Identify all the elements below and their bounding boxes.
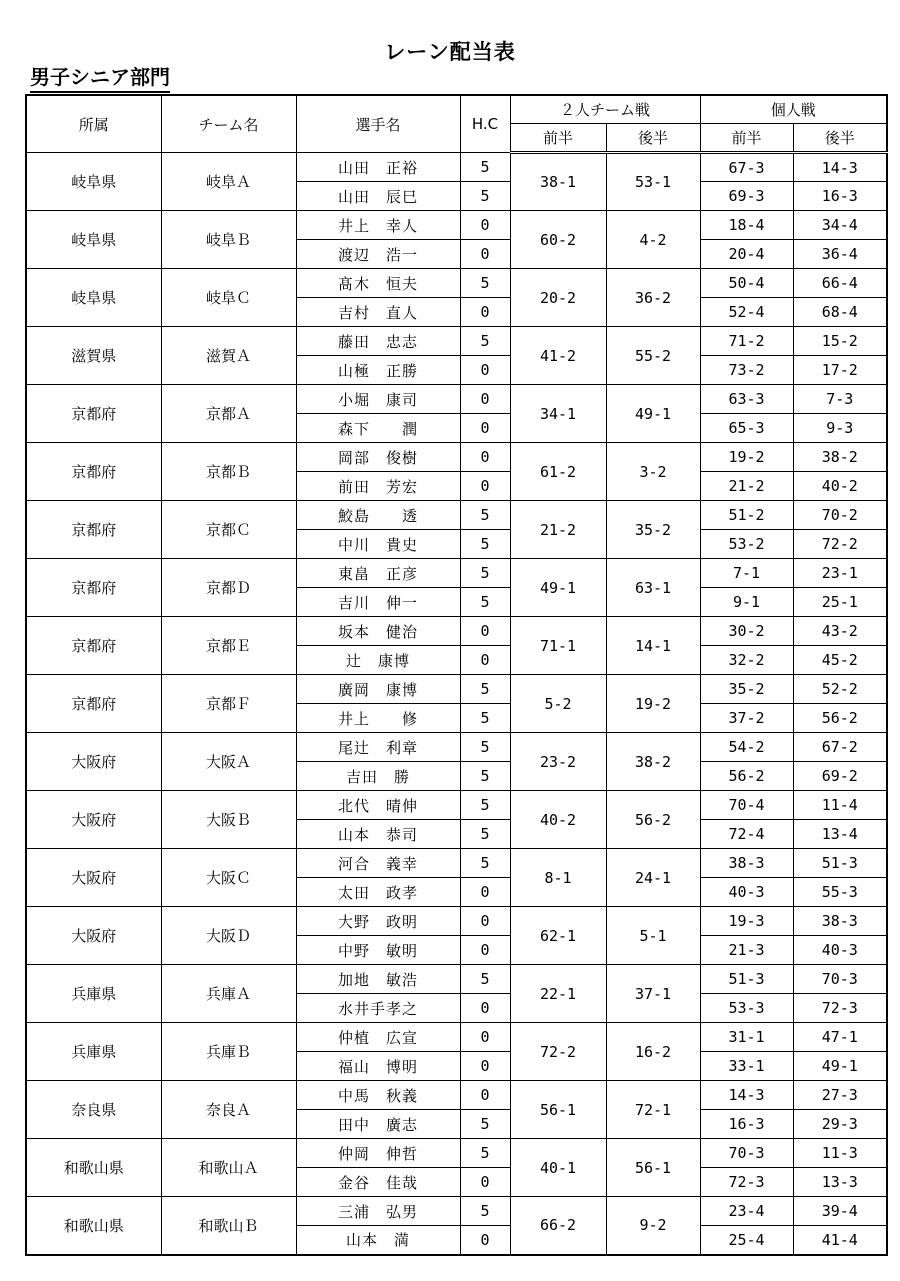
header-team-second-half: 後半 [606, 124, 700, 153]
hc-cell: 0 [460, 1226, 510, 1255]
hc-cell: 5 [460, 1110, 510, 1139]
player-name-cell: 山本 恭司 [296, 820, 460, 849]
player-name-cell: 福山 博明 [296, 1052, 460, 1081]
hc-cell: 5 [460, 501, 510, 530]
player-name-cell: 田中 廣志 [296, 1110, 460, 1139]
individual-second-half-cell: 27-3 [793, 1081, 887, 1110]
hc-cell: 0 [460, 994, 510, 1023]
individual-second-half-cell: 66-4 [793, 269, 887, 298]
hc-cell: 5 [460, 762, 510, 791]
affiliation-cell: 京都府 [26, 559, 161, 617]
player-name-cell: 吉川 伸一 [296, 588, 460, 617]
player-name-cell: 井上 修 [296, 704, 460, 733]
individual-second-half-cell: 29-3 [793, 1110, 887, 1139]
team-name-cell: 奈良Ａ [161, 1081, 296, 1139]
table-row [26, 1023, 887, 1052]
affiliation-cell: 岐阜県 [26, 153, 161, 211]
player-name-cell: 藤田 忠志 [296, 327, 460, 356]
player-name-cell: 小堀 康司 [296, 385, 460, 414]
team-second-half-cell: 53-1 [606, 153, 700, 211]
team-first-half-cell: 61-2 [510, 443, 606, 501]
team-first-half-cell: 72-2 [510, 1023, 606, 1081]
hc-cell: 5 [460, 153, 510, 182]
player-name-cell: 渡辺 浩一 [296, 240, 460, 269]
individual-first-half-cell: 54-2 [700, 733, 793, 762]
hc-cell: 5 [460, 530, 510, 559]
individual-second-half-cell: 43-2 [793, 617, 887, 646]
individual-first-half-cell: 14-3 [700, 1081, 793, 1110]
affiliation-cell: 大阪府 [26, 907, 161, 965]
individual-second-half-cell: 38-2 [793, 443, 887, 472]
table-header [26, 95, 887, 153]
table-row [26, 327, 887, 356]
player-name-cell: 前田 芳宏 [296, 472, 460, 501]
team-second-half-cell: 35-2 [606, 501, 700, 559]
hc-cell: 0 [460, 1023, 510, 1052]
individual-second-half-cell: 70-2 [793, 501, 887, 530]
individual-second-half-cell: 16-3 [793, 182, 887, 211]
team-name-cell: 大阪Ｂ [161, 791, 296, 849]
team-name-cell: 和歌山Ａ [161, 1139, 296, 1197]
individual-first-half-cell: 37-2 [700, 704, 793, 733]
team-second-half-cell: 63-1 [606, 559, 700, 617]
affiliation-cell: 兵庫県 [26, 965, 161, 1023]
individual-first-half-cell: 16-3 [700, 1110, 793, 1139]
team-name-cell: 和歌山Ｂ [161, 1197, 296, 1255]
individual-second-half-cell: 69-2 [793, 762, 887, 791]
section-title: 男子シニア部門 [30, 64, 170, 93]
table-row [26, 269, 887, 298]
team-first-half-cell: 41-2 [510, 327, 606, 385]
individual-second-half-cell: 25-1 [793, 588, 887, 617]
team-second-half-cell: 72-1 [606, 1081, 700, 1139]
team-second-half-cell: 37-1 [606, 965, 700, 1023]
header-hc: H.C [460, 95, 510, 153]
affiliation-cell: 京都府 [26, 385, 161, 443]
affiliation-cell: 兵庫県 [26, 1023, 161, 1081]
individual-second-half-cell: 41-4 [793, 1226, 887, 1255]
individual-first-half-cell: 30-2 [700, 617, 793, 646]
individual-second-half-cell: 40-2 [793, 472, 887, 501]
team-name-cell: 大阪Ｄ [161, 907, 296, 965]
individual-first-half-cell: 70-3 [700, 1139, 793, 1168]
player-name-cell: 河合 義幸 [296, 849, 460, 878]
individual-first-half-cell: 33-1 [700, 1052, 793, 1081]
hc-cell: 5 [460, 820, 510, 849]
individual-first-half-cell: 31-1 [700, 1023, 793, 1052]
hc-cell: 0 [460, 414, 510, 443]
hc-cell: 5 [460, 849, 510, 878]
team-name-cell: 京都Ｅ [161, 617, 296, 675]
affiliation-cell: 大阪府 [26, 733, 161, 791]
hc-cell: 5 [460, 733, 510, 762]
hc-cell: 5 [460, 791, 510, 820]
individual-second-half-cell: 36-4 [793, 240, 887, 269]
individual-first-half-cell: 19-2 [700, 443, 793, 472]
table-row [26, 211, 887, 240]
team-second-half-cell: 3-2 [606, 443, 700, 501]
individual-second-half-cell: 49-1 [793, 1052, 887, 1081]
team-first-half-cell: 22-1 [510, 965, 606, 1023]
player-name-cell: 岡部 俊樹 [296, 443, 460, 472]
team-first-half-cell: 62-1 [510, 907, 606, 965]
player-name-cell: 森下 潤 [296, 414, 460, 443]
header-team-name: チーム名 [161, 95, 296, 153]
affiliation-cell: 大阪府 [26, 791, 161, 849]
individual-first-half-cell: 67-3 [700, 153, 793, 182]
team-second-half-cell: 55-2 [606, 327, 700, 385]
table-row [26, 791, 887, 820]
individual-first-half-cell: 9-1 [700, 588, 793, 617]
team-name-cell: 岐阜Ｂ [161, 211, 296, 269]
team-first-half-cell: 60-2 [510, 211, 606, 269]
team-name-cell: 兵庫Ａ [161, 965, 296, 1023]
individual-first-half-cell: 52-4 [700, 298, 793, 327]
table-row [26, 733, 887, 762]
hc-cell: 0 [460, 617, 510, 646]
individual-first-half-cell: 21-2 [700, 472, 793, 501]
individual-first-half-cell: 50-4 [700, 269, 793, 298]
team-first-half-cell: 38-1 [510, 153, 606, 211]
team-name-cell: 京都Ｃ [161, 501, 296, 559]
team-name-cell: 岐阜Ｃ [161, 269, 296, 327]
player-name-cell: 鮫島 透 [296, 501, 460, 530]
hc-cell: 0 [460, 240, 510, 269]
team-name-cell: 京都Ａ [161, 385, 296, 443]
player-name-cell: 尾辻 利章 [296, 733, 460, 762]
hc-cell: 0 [460, 646, 510, 675]
player-name-cell: 北代 晴伸 [296, 791, 460, 820]
table-row [26, 907, 887, 936]
player-name-cell: 辻 康博 [296, 646, 460, 675]
player-name-cell: 井上 幸人 [296, 211, 460, 240]
team-name-cell: 岐阜Ａ [161, 153, 296, 211]
team-first-half-cell: 40-2 [510, 791, 606, 849]
hc-cell: 0 [460, 1081, 510, 1110]
player-name-cell: 山田 正裕 [296, 153, 460, 182]
individual-first-half-cell: 72-3 [700, 1168, 793, 1197]
team-second-half-cell: 9-2 [606, 1197, 700, 1255]
header-individual: 個人戦 [700, 95, 887, 124]
team-first-half-cell: 40-1 [510, 1139, 606, 1197]
individual-second-half-cell: 38-3 [793, 907, 887, 936]
affiliation-cell: 和歌山県 [26, 1197, 161, 1255]
hc-cell: 5 [460, 327, 510, 356]
hc-cell: 0 [460, 907, 510, 936]
team-second-half-cell: 56-1 [606, 1139, 700, 1197]
table-row [26, 617, 887, 646]
player-name-cell: 東畠 正彦 [296, 559, 460, 588]
player-name-cell: 髙木 恒夫 [296, 269, 460, 298]
individual-second-half-cell: 13-3 [793, 1168, 887, 1197]
individual-second-half-cell: 47-1 [793, 1023, 887, 1052]
hc-cell: 5 [460, 269, 510, 298]
hc-cell: 5 [460, 588, 510, 617]
header-individual-second-half: 後半 [793, 124, 887, 153]
team-second-half-cell: 19-2 [606, 675, 700, 733]
team-first-half-cell: 5-2 [510, 675, 606, 733]
individual-second-half-cell: 51-3 [793, 849, 887, 878]
header-player-name: 選手名 [296, 95, 460, 153]
individual-second-half-cell: 11-3 [793, 1139, 887, 1168]
hc-cell: 5 [460, 1139, 510, 1168]
header-team-match: ２人チーム戦 [510, 95, 700, 124]
affiliation-cell: 岐阜県 [26, 211, 161, 269]
individual-second-half-cell: 68-4 [793, 298, 887, 327]
team-first-half-cell: 21-2 [510, 501, 606, 559]
individual-first-half-cell: 18-4 [700, 211, 793, 240]
player-name-cell: 吉村 直人 [296, 298, 460, 327]
individual-first-half-cell: 35-2 [700, 675, 793, 704]
hc-cell: 0 [460, 298, 510, 327]
individual-second-half-cell: 45-2 [793, 646, 887, 675]
team-second-half-cell: 4-2 [606, 211, 700, 269]
table-row [26, 385, 887, 414]
team-first-half-cell: 34-1 [510, 385, 606, 443]
individual-first-half-cell: 53-3 [700, 994, 793, 1023]
individual-second-half-cell: 17-2 [793, 356, 887, 385]
lane-assignment-table [25, 94, 888, 1256]
individual-first-half-cell: 7-1 [700, 559, 793, 588]
player-name-cell: 太田 政孝 [296, 878, 460, 907]
team-first-half-cell: 66-2 [510, 1197, 606, 1255]
individual-first-half-cell: 21-3 [700, 936, 793, 965]
individual-second-half-cell: 34-4 [793, 211, 887, 240]
player-name-cell: 大野 政明 [296, 907, 460, 936]
team-first-half-cell: 20-2 [510, 269, 606, 327]
player-name-cell: 水井手孝之 [296, 994, 460, 1023]
affiliation-cell: 岐阜県 [26, 269, 161, 327]
hc-cell: 0 [460, 936, 510, 965]
individual-second-half-cell: 72-2 [793, 530, 887, 559]
table-row [26, 675, 887, 704]
individual-second-half-cell: 55-3 [793, 878, 887, 907]
individual-second-half-cell: 72-3 [793, 994, 887, 1023]
team-name-cell: 滋賀Ａ [161, 327, 296, 385]
team-first-half-cell: 56-1 [510, 1081, 606, 1139]
team-second-half-cell: 56-2 [606, 791, 700, 849]
hc-cell: 0 [460, 211, 510, 240]
affiliation-cell: 京都府 [26, 501, 161, 559]
table-row [26, 1081, 887, 1110]
affiliation-cell: 奈良県 [26, 1081, 161, 1139]
individual-first-half-cell: 38-3 [700, 849, 793, 878]
player-name-cell: 中野 敏明 [296, 936, 460, 965]
individual-first-half-cell: 51-2 [700, 501, 793, 530]
header-individual-first-half: 前半 [700, 124, 793, 153]
table-row [26, 1139, 887, 1168]
hc-cell: 5 [460, 675, 510, 704]
individual-second-half-cell: 9-3 [793, 414, 887, 443]
hc-cell: 0 [460, 1052, 510, 1081]
player-name-cell: 中川 貴史 [296, 530, 460, 559]
team-first-half-cell: 71-1 [510, 617, 606, 675]
team-second-half-cell: 49-1 [606, 385, 700, 443]
header-team-first-half: 前半 [510, 124, 606, 153]
individual-first-half-cell: 32-2 [700, 646, 793, 675]
individual-first-half-cell: 56-2 [700, 762, 793, 791]
table-row [26, 153, 887, 182]
individual-first-half-cell: 23-4 [700, 1197, 793, 1226]
player-name-cell: 仲植 広宣 [296, 1023, 460, 1052]
individual-second-half-cell: 11-4 [793, 791, 887, 820]
individual-first-half-cell: 51-3 [700, 965, 793, 994]
team-second-half-cell: 16-2 [606, 1023, 700, 1081]
table-row [26, 443, 887, 472]
individual-first-half-cell: 25-4 [700, 1226, 793, 1255]
player-name-cell: 加地 敏浩 [296, 965, 460, 994]
affiliation-cell: 京都府 [26, 617, 161, 675]
hc-cell: 0 [460, 356, 510, 385]
table-row [26, 1197, 887, 1226]
individual-second-half-cell: 13-4 [793, 820, 887, 849]
player-name-cell: 三浦 弘男 [296, 1197, 460, 1226]
individual-second-half-cell: 39-4 [793, 1197, 887, 1226]
team-second-half-cell: 24-1 [606, 849, 700, 907]
individual-second-half-cell: 70-3 [793, 965, 887, 994]
hc-cell: 0 [460, 443, 510, 472]
team-name-cell: 京都Ｂ [161, 443, 296, 501]
individual-first-half-cell: 19-3 [700, 907, 793, 936]
player-name-cell: 吉田 勝 [296, 762, 460, 791]
affiliation-cell: 滋賀県 [26, 327, 161, 385]
team-name-cell: 京都Ｆ [161, 675, 296, 733]
team-second-half-cell: 14-1 [606, 617, 700, 675]
team-first-half-cell: 49-1 [510, 559, 606, 617]
individual-first-half-cell: 65-3 [700, 414, 793, 443]
team-second-half-cell: 38-2 [606, 733, 700, 791]
player-name-cell: 仲岡 伸哲 [296, 1139, 460, 1168]
individual-first-half-cell: 63-3 [700, 385, 793, 414]
hc-cell: 0 [460, 472, 510, 501]
team-second-half-cell: 36-2 [606, 269, 700, 327]
individual-first-half-cell: 71-2 [700, 327, 793, 356]
player-name-cell: 廣岡 康博 [296, 675, 460, 704]
individual-first-half-cell: 53-2 [700, 530, 793, 559]
individual-first-half-cell: 69-3 [700, 182, 793, 211]
table-row [26, 849, 887, 878]
individual-second-half-cell: 40-3 [793, 936, 887, 965]
individual-first-half-cell: 40-3 [700, 878, 793, 907]
table-row [26, 501, 887, 530]
player-name-cell: 金谷 佳哉 [296, 1168, 460, 1197]
affiliation-cell: 京都府 [26, 443, 161, 501]
hc-cell: 0 [460, 878, 510, 907]
individual-second-half-cell: 14-3 [793, 153, 887, 182]
individual-second-half-cell: 7-3 [793, 385, 887, 414]
hc-cell: 5 [460, 965, 510, 994]
team-name-cell: 大阪Ｃ [161, 849, 296, 907]
team-name-cell: 京都Ｄ [161, 559, 296, 617]
individual-second-half-cell: 56-2 [793, 704, 887, 733]
table-row [26, 965, 887, 994]
individual-first-half-cell: 73-2 [700, 356, 793, 385]
hc-cell: 5 [460, 704, 510, 733]
individual-second-half-cell: 15-2 [793, 327, 887, 356]
individual-first-half-cell: 20-4 [700, 240, 793, 269]
player-name-cell: 中馬 秋義 [296, 1081, 460, 1110]
team-second-half-cell: 5-1 [606, 907, 700, 965]
table-row [26, 559, 887, 588]
player-name-cell: 山田 辰巳 [296, 182, 460, 211]
player-name-cell: 山極 正勝 [296, 356, 460, 385]
page-title: レーン配当表 [384, 40, 516, 64]
player-name-cell: 坂本 健治 [296, 617, 460, 646]
team-first-half-cell: 8-1 [510, 849, 606, 907]
team-name-cell: 大阪Ａ [161, 733, 296, 791]
individual-second-half-cell: 23-1 [793, 559, 887, 588]
affiliation-cell: 京都府 [26, 675, 161, 733]
hc-cell: 5 [460, 559, 510, 588]
hc-cell: 0 [460, 385, 510, 414]
team-first-half-cell: 23-2 [510, 733, 606, 791]
team-name-cell: 兵庫Ｂ [161, 1023, 296, 1081]
table-body [26, 153, 887, 1255]
hc-cell: 5 [460, 182, 510, 211]
individual-first-half-cell: 72-4 [700, 820, 793, 849]
individual-second-half-cell: 52-2 [793, 675, 887, 704]
individual-first-half-cell: 70-4 [700, 791, 793, 820]
player-name-cell: 山本 満 [296, 1226, 460, 1255]
affiliation-cell: 大阪府 [26, 849, 161, 907]
individual-second-half-cell: 67-2 [793, 733, 887, 762]
header-affiliation: 所属 [26, 95, 161, 153]
hc-cell: 0 [460, 1168, 510, 1197]
affiliation-cell: 和歌山県 [26, 1139, 161, 1197]
hc-cell: 5 [460, 1197, 510, 1226]
